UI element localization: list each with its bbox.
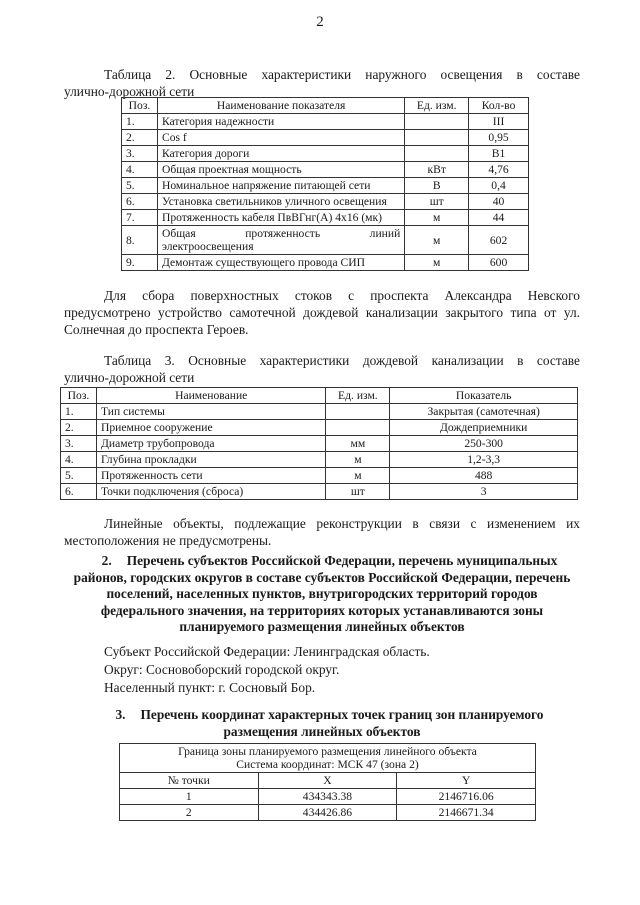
coordinates-header-cell: X	[258, 773, 397, 789]
table3-cell: Приемное сооружение	[96, 420, 325, 436]
table-row	[61, 468, 578, 484]
table2-cell	[405, 146, 469, 162]
section3-heading	[64, 707, 580, 740]
table2-cell: 4.	[122, 162, 158, 178]
table3-header-row	[61, 388, 578, 404]
district-line: Округ: Сосновоборский городской округ.	[104, 662, 340, 677]
table2-cell: кВт	[405, 162, 469, 178]
table3-cell: шт	[326, 484, 390, 500]
table2-cell: Общая проектная мощность	[157, 162, 404, 178]
coordinates-cell: 434343.38	[258, 789, 397, 805]
table3-cell: 2.	[61, 420, 97, 436]
page-number: 2	[316, 14, 324, 30]
table2-cell: Общая протяженность линий электроосвещения	[157, 226, 404, 255]
table2-cell: 0,95	[469, 130, 529, 146]
table2-cell: 8.	[122, 226, 158, 255]
coordinates-cell: 434426.86	[258, 805, 397, 821]
paragraph-drainage: Для сбора поверхностных стоков с проспекта Александра Невского предусмотрено устройство самотечной дождевой канализации закрытого типа от ул. Солнечная до проспекта Героев.	[64, 288, 580, 337]
table2-cell: Cos f	[157, 130, 404, 146]
table2-header-cell: Кол-во	[469, 98, 529, 114]
paragraph-no-reconstruction: Линейные объекты, подлежащие реконструкции в связи с изменением их местоположения не предусмотрены.	[64, 516, 580, 548]
coordinates-cell: 2146716.06	[397, 789, 536, 805]
settlement-line: Населенный пункт: г. Сосновый Бор.	[104, 680, 316, 695]
table2-cell: м	[405, 255, 469, 271]
table-row	[122, 210, 529, 226]
table2-cell: 7.	[122, 210, 158, 226]
table-row	[61, 436, 578, 452]
table-row	[122, 194, 529, 210]
table2-cell: 40	[469, 194, 529, 210]
table-row	[120, 805, 536, 821]
section2-heading	[64, 553, 580, 636]
table2-header-cell: Поз.	[122, 98, 158, 114]
table2-cell	[405, 114, 469, 130]
table3-cell	[326, 420, 390, 436]
table2-cell	[405, 130, 469, 146]
table3-cell: мм	[326, 436, 390, 452]
table2-cell: шт	[405, 194, 469, 210]
table3-header-cell: Показатель	[390, 388, 578, 404]
table2-cell: м	[405, 226, 469, 255]
table3-cell: Диаметр трубопровода	[96, 436, 325, 452]
table2-cell: Установка светильников уличного освещения	[157, 194, 404, 210]
table3-cell: 488	[390, 468, 578, 484]
table2-caption-line2: улично-дорожной сети	[64, 84, 195, 99]
table2-cell: 6.	[122, 194, 158, 210]
table2-cell: Номинальное напряжение питающей сети	[157, 178, 404, 194]
table3-caption	[64, 352, 580, 386]
table-row	[61, 452, 578, 468]
coordinates-table-title-line2: Система координат: МСК 47 (зона 2)	[236, 758, 419, 771]
table3-cell: 5.	[61, 468, 97, 484]
coordinates-cell: 2146671.34	[397, 805, 536, 821]
table3-cell: 3.	[61, 436, 97, 452]
section3-title: Перечень координат характерных точек границ зон планируемого размещения линейных объектов	[140, 707, 544, 739]
table3-cell	[326, 404, 390, 420]
table2-cell: 0,4	[469, 178, 529, 194]
table3	[60, 387, 578, 500]
coordinates-header-cell: Y	[397, 773, 536, 789]
section2-number: 2.	[101, 553, 112, 568]
section2-list	[104, 643, 580, 697]
coordinates-table	[119, 743, 536, 821]
table2-cell: 2.	[122, 130, 158, 146]
table2-cell: В	[405, 178, 469, 194]
subject-line: Субъект Российской Федерации: Ленинградская область.	[104, 644, 430, 659]
coordinates-header-cell: № точки	[120, 773, 259, 789]
coordinates-header-row	[120, 773, 536, 789]
table3-cell: Закрытая (самотечная)	[390, 404, 578, 420]
table-row	[61, 484, 578, 500]
table3-cell: Глубина прокладки	[96, 452, 325, 468]
table2-cell: м	[405, 210, 469, 226]
table2-cell: Протяженность кабеля ПвВГнг(А) 4х16 (мк)	[157, 210, 404, 226]
table3-cell: м	[326, 468, 390, 484]
table3-cell: 6.	[61, 484, 97, 500]
coordinates-cell: 2	[120, 805, 259, 821]
table3-cell: 3	[390, 484, 578, 500]
table3-cell: 1,2-3,3	[390, 452, 578, 468]
table-row	[122, 114, 529, 130]
table3-cell: 250-300	[390, 436, 578, 452]
table3-caption-line2: улично-дорожной сети	[64, 370, 195, 385]
table3-cell: Тип системы	[96, 404, 325, 420]
table3-header-cell: Поз.	[61, 388, 97, 404]
table-row	[61, 420, 578, 436]
table2-cell: 4,76	[469, 162, 529, 178]
table3-cell: Точки подключения (сброса)	[96, 484, 325, 500]
table3-cell: м	[326, 452, 390, 468]
table-row	[122, 255, 529, 271]
table-row	[122, 130, 529, 146]
table3-cell: 1.	[61, 404, 97, 420]
table2	[121, 97, 529, 271]
table3-header-cell: Ед. изм.	[326, 388, 390, 404]
table2-cell: III	[469, 114, 529, 130]
section3-number: 3.	[115, 707, 126, 722]
table-row	[122, 146, 529, 162]
table-row	[120, 789, 536, 805]
table2-caption	[64, 66, 580, 100]
table3-header-cell: Наименование	[96, 388, 325, 404]
table2-cell: 44	[469, 210, 529, 226]
section2-title: Перечень субъектов Российской Федерации, перечень муниципальных районов, городских округов в составе субъектов Российской Федерации, перечень поселений, населенных пунктов, внутригородских территорий городов федерального значения, на территориях которых устанавливаются зоны планируемого размещения линейных объектов	[73, 553, 571, 634]
table2-cell: Демонтаж существующего провода СИП	[157, 255, 404, 271]
table3-cell: Протяженность сети	[96, 468, 325, 484]
table2-cell: 3.	[122, 146, 158, 162]
table2-caption-line1: Таблица 2. Основные характеристики наружного освещения в составе	[104, 67, 580, 82]
table2-cell: 1.	[122, 114, 158, 130]
table2-header-cell: Наименование показателя	[157, 98, 404, 114]
table2-cell: 5.	[122, 178, 158, 194]
table2-cell: 602	[469, 226, 529, 255]
table2-cell: 600	[469, 255, 529, 271]
table2-cell: Категория надежности	[157, 114, 404, 130]
table3-caption-line1: Таблица 3. Основные характеристики дождевой канализации в составе	[104, 353, 580, 368]
table-row	[61, 404, 578, 420]
coordinates-cell: 1	[120, 789, 259, 805]
table2-header-row	[122, 98, 529, 114]
coordinates-table-title-line1: Граница зоны планируемого размещения линейного объекта	[178, 745, 477, 758]
table3-cell: 4.	[61, 452, 97, 468]
table2-cell: 9.	[122, 255, 158, 271]
table-row	[122, 226, 529, 255]
table2-cell: Категория дороги	[157, 146, 404, 162]
table-row	[122, 178, 529, 194]
table3-cell: Дождеприемники	[390, 420, 578, 436]
coordinates-table-title	[120, 744, 536, 773]
table-row	[122, 162, 529, 178]
table2-cell: В1	[469, 146, 529, 162]
table2-header-cell: Ед. изм.	[405, 98, 469, 114]
